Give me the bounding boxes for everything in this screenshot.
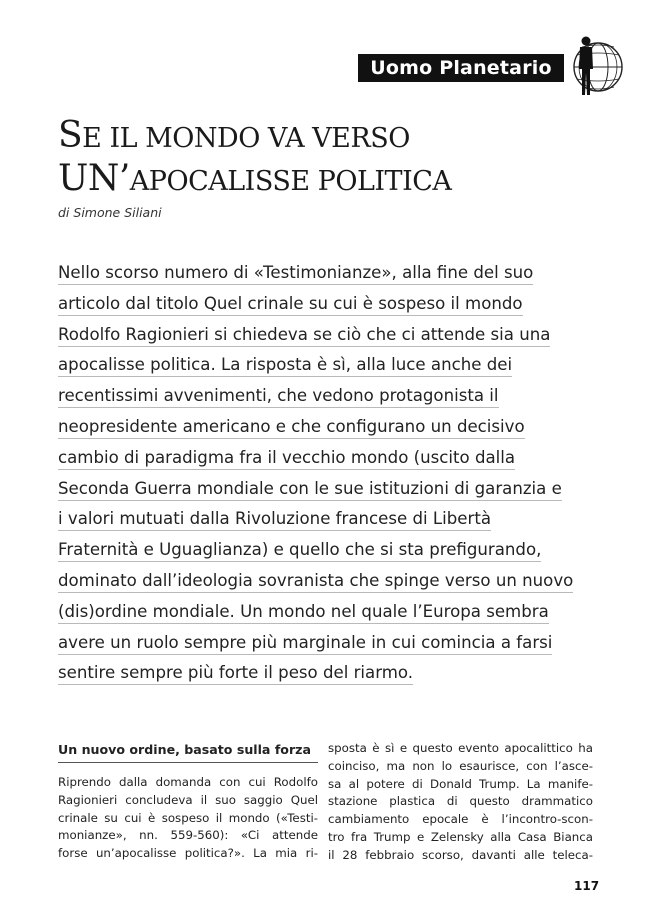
lead-line: sentire sempre più forte il peso del riarmo. [58,663,413,685]
article-title [58,116,618,202]
byline: di Simone Siliani [58,205,162,220]
lead-line: neopresidente americano e che configurano un decisivo [58,417,525,439]
body-line: crinale su cui è sospeso il mondo («Testi- [58,810,318,825]
section-rubric: Uomo Planetario [358,54,564,82]
lead-line: recentissimi avvenimenti, che vedono protagonista il [58,386,499,408]
page-number: 117 [574,879,600,893]
lead-line: (dis)ordine mondiale. Un mondo nel quale l’Europa sembra [58,602,549,624]
body-column-left [58,740,318,863]
globe-man-icon [566,33,626,99]
lead-paragraph [58,259,578,690]
title-initial: S [58,115,83,156]
lead-line: dominato dall’ideologia sovranista che spinge verso un nuovo [58,571,573,593]
lead-line: Nello scorso numero di «Testimonianze», alla fine del suo [58,263,533,285]
section-subhead: Un nuovo ordine, basato sulla forza [58,740,318,763]
title-line-2: APOCALISSE POLITICA [129,166,452,197]
body-column-right [328,740,593,865]
body-line: monianze», nn. 559-560): «Ci attende [58,828,318,843]
lead-line: apocalisse politica. La risposta è sì, alla luce anche dei [58,355,512,377]
lead-line: avere un ruolo sempre più marginale in cui comincia a farsi [58,633,552,655]
body-line: coinciso, ma non lo esaurisce, con l’asce- [328,758,593,773]
lead-line: Seconda Guerra mondiale con le sue istituzioni di garanzia e [58,479,562,501]
body-line: il 28 febbraio scorso, davanti alle teleca- [328,847,593,862]
lead-line: i valori mutuati dalla Rivoluzione francese di Libertà [58,509,491,531]
lead-line: Rodolfo Ragionieri si chiedeva se ciò che ci attende sia una [58,325,550,347]
lead-line: cambio di paradigma fra il vecchio mondo (uscito dalla [58,448,515,470]
lead-line: articolo dal titolo Quel crinale su cui è sospeso il mondo [58,294,523,316]
body-line: cambiamento epocale è l’incontro-scon- [328,812,593,827]
lead-line: Fraternità e Uguaglianza) e quello che si sta prefigurando, [58,540,541,562]
body-line: sa al potere di Donald Trump. La manife- [328,776,593,791]
body-line: stazione plastica di questo drammatico [328,794,593,809]
body-line: Ragionieri concludeva il suo saggio Quel [58,792,318,807]
body-line: forse un’apocalisse politica?». La mia ri- [58,846,318,861]
body-line: tro fra Trump e Zelensky alla Casa Bianca [328,829,593,844]
body-line: Riprendo dalla domanda con cui Rodolfo [58,775,318,789]
title-line-1: E IL MONDO VA VERSO [82,123,410,154]
title-initial: UN’ [58,158,130,199]
body-line: sposta è sì e questo evento apocalittico ha [328,741,593,755]
